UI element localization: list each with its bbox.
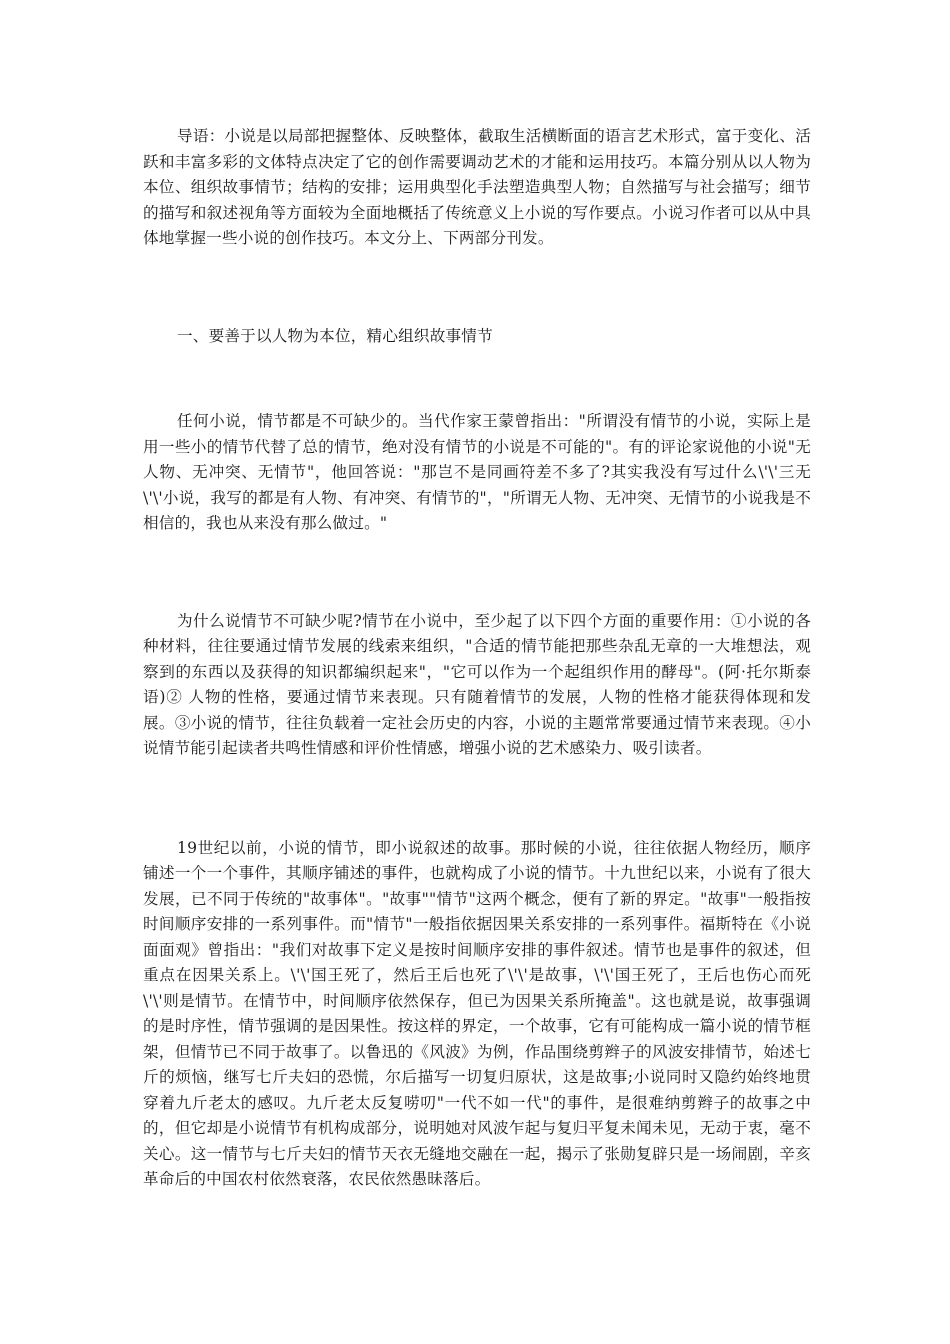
intro-paragraph: 导语：小说是以局部把握整体、反映整体，截取生活横断面的语言艺术形式，富于变化、活跃和丰富多彩的文体特点决定了它的创作需要调动艺术的才能和运用技巧。本篇分别从以人物为本位、组织故事情节；结构的安排；运用典型化手法塑造典型人物；自然描写与社会描写；细节的描写和叙述视角等方面较为全面地概括了传统意义上小说的写作要点。小说习作者可以从中具体地掌握一些小说的创作技巧。本文分上、下两部分刊发。: [143, 127, 811, 247]
section-heading: 一、要善于以人物为本位，精心组织故事情节: [177, 326, 493, 345]
body-paragraph-1: 任何小说，情节都是不可缺少的。当代作家王蒙曾指出："所谓没有情节的小说，实际上是用一些小的情节代替了总的情节，绝对没有情节的小说是不可能的"。有的评论家说他的小说"无人物、无冲突、无情节"，他回答说："那岂不是同画符差不多了?其实我没有写过什么\'\'三无\'\'小说，我写的都是有人物、有冲突、有情节的"，"所谓无人物、无冲突、无情节的小说我是不相信的，我也从来没有那么做过。": [143, 412, 811, 532]
body-paragraph-2: 为什么说情节不可缺少呢?情节在小说中，至少起了以下四个方面的重要作用：①小说的各种材料，往往要通过情节发展的线索来组织，"合适的情节能把那些杂乱无章的一大堆想法，观察到的东西以及获得的知识都编织起来"，"它可以作为一个起组织作用的酵母"。(阿·托尔斯泰语)② 人物的性格，要通过情节来表现。只有随着情节的发展，人物的性格才能获得体现和发展。③小说的情节，往往负载着一定社会历史的内容，小说的主题常常要通过情节来表现。④小说情节能引起读者共鸣性情感和评价性情感，增强小说的艺术感染力、吸引读者。: [143, 611, 811, 757]
document-body: [143, 124, 811, 1193]
body-paragraph-3: 19世纪以前，小说的情节，即小说叙述的故事。那时候的小说，往往依据人物经历，顺序铺述一个一个事件，其顺序铺述的事件，也就构成了小说的情节。十九世纪以来，小说有了很大发展，已不同于传统的"故事体"。"故事""情节"这两个概念，便有了新的界定。"故事"一般指按时间顺序安排的一系列事件。而"情节"一般指依据因果关系安排的一系列事件。福斯特在《小说面面观》曾指出："我们对故事下定义是按时间顺序安排的事件叙述。情节也是事件的叙述，但重点在因果关系上。\'\'国王死了，然后王后也死了\'\'是故事，\'\'国王死了，王后也伤心而死\'\'则是情节。在情节中，时间顺序依然保存，但已为因果关系所掩盖"。这也就是说，故事强调的是时序性，情节强调的是因果性。按这样的界定，一个故事，它有可能构成一篇小说的情节框架，但情节已不同于故事了。以鲁迅的《风波》为例，作品围绕剪辫子的风波安排情节，始述七斤的烦恼，继写七斤夫妇的恐慌，尔后描写一切复归原状，这是故事;小说同时又隐约始终地贯穿着九斤老太的感叹。九斤老太反复唠叨"一代不如一代"的事件，是很难纳剪辫子的故事之中的，但它却是小说情节有机构成部分，说明她对风波乍起与复归平复未闻未见，无动于衷，毫不关心。这一情节与七斤夫妇的情节天衣无缝地交融在一起，揭示了张勋复辟只是一场闹剧，辛亥革命后的中国农村依然衰落，农民依然愚昧落后。: [143, 838, 811, 1188]
